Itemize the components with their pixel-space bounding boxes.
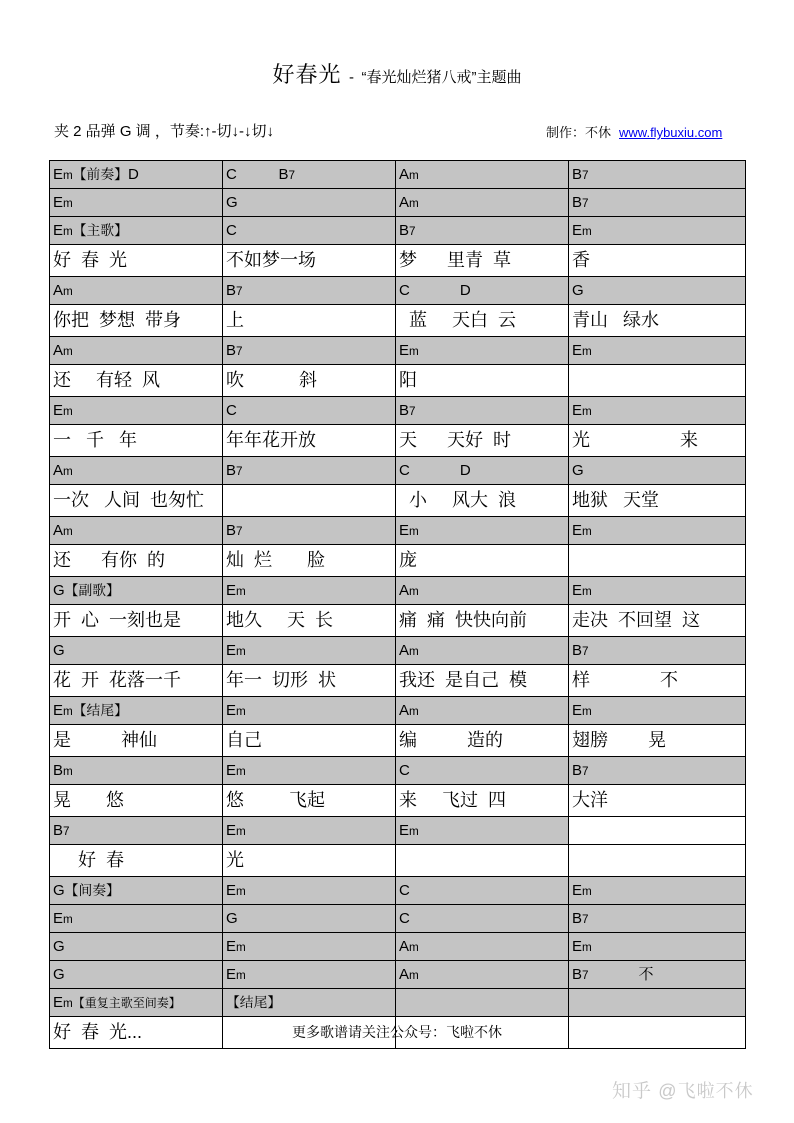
chord-cell: B7: [569, 189, 746, 217]
chord-cell: Em: [223, 817, 396, 845]
chord-cell: Am: [396, 933, 569, 961]
chord-cell: 【结尾】: [223, 989, 396, 1017]
lyric-row: [50, 545, 746, 577]
chord-cell: B7: [50, 817, 223, 845]
lyric-cell: 还 有你 的: [50, 545, 223, 577]
chord-cell: G: [50, 961, 223, 989]
lyric-cell: 好 春 光: [50, 245, 223, 277]
chord-row: [50, 637, 746, 665]
chord-row: [50, 989, 746, 1017]
lyric-row: [50, 845, 746, 877]
chord-row: [50, 577, 746, 605]
chord-cell: Em【结尾】: [50, 697, 223, 725]
credit-label: 制作：不休: [546, 125, 612, 140]
lyric-row: [50, 245, 746, 277]
chord-cell: Bm: [50, 757, 223, 785]
chord-cell: Em: [569, 337, 746, 365]
lyric-cell: [569, 365, 746, 397]
chord-cell: Em【主歌】: [50, 217, 223, 245]
credit: [546, 122, 722, 141]
chord-cell: G: [50, 637, 223, 665]
chord-cell: Em: [50, 397, 223, 425]
chord-cell: C: [223, 397, 396, 425]
lyric-cell: 来 飞过 四: [396, 785, 569, 817]
chord-cell: Am: [50, 517, 223, 545]
chord-cell: Em: [569, 933, 746, 961]
lyric-cell: 阳: [396, 365, 569, 397]
chord-cell: [569, 817, 746, 845]
lyric-cell: 地久 天 长: [223, 605, 396, 637]
meta-row: [0, 120, 794, 144]
chord-cell: B7: [223, 457, 396, 485]
chord-row: [50, 877, 746, 905]
chord-cell: Am: [396, 961, 569, 989]
chord-cell: Em: [569, 217, 746, 245]
chord-cell: B7: [223, 277, 396, 305]
chord-row: [50, 517, 746, 545]
chord-lyric-table: [49, 160, 746, 1049]
lyric-cell: 是 神仙: [50, 725, 223, 757]
chord-cell: Em: [223, 637, 396, 665]
chord-lyric-body: [50, 161, 746, 1049]
chord-cell: Em: [223, 757, 396, 785]
chord-cell: Em: [50, 189, 223, 217]
lyric-cell: 庞: [396, 545, 569, 577]
chord-row: [50, 757, 746, 785]
lyric-row: [50, 605, 746, 637]
chord-cell: B7: [396, 397, 569, 425]
chord-cell: Em: [569, 877, 746, 905]
chord-cell: C D: [396, 457, 569, 485]
lyric-cell: 蓝 天白 云: [396, 305, 569, 337]
lyric-cell: 自己: [223, 725, 396, 757]
chord-cell: Em【前奏】D: [50, 161, 223, 189]
lyric-cell: [396, 845, 569, 877]
lyric-cell: [569, 545, 746, 577]
lyric-cell: 开 心 一刻也是: [50, 605, 223, 637]
lyric-cell: 你把 梦想 带身: [50, 305, 223, 337]
lyric-cell: 样 不: [569, 665, 746, 697]
chord-cell: G: [223, 189, 396, 217]
lyric-cell: 香: [569, 245, 746, 277]
chord-cell: Em: [396, 337, 569, 365]
lyric-cell: 年年花开放: [223, 425, 396, 457]
chord-row: [50, 397, 746, 425]
chord-row: [50, 189, 746, 217]
chord-cell: Em: [50, 905, 223, 933]
chord-cell: Em【重复主歌至间奏】: [50, 989, 223, 1017]
chord-cell: G: [50, 933, 223, 961]
lyric-cell: 还 有轻 风: [50, 365, 223, 397]
chord-row: [50, 697, 746, 725]
chord-cell: C: [396, 757, 569, 785]
chord-cell: Am: [50, 457, 223, 485]
footer-note: 更多歌谱请关注公众号：飞啦不休: [292, 1024, 502, 1040]
lyric-cell: 地狱 天堂: [569, 485, 746, 517]
lyric-row: [50, 485, 746, 517]
lyric-cell: 上: [223, 305, 396, 337]
lyric-cell: 悠 飞起: [223, 785, 396, 817]
chord-row: [50, 961, 746, 989]
chord-cell: C: [396, 877, 569, 905]
chord-cell: B7: [569, 161, 746, 189]
lyric-cell: 不如梦一场: [223, 245, 396, 277]
lyric-row: [50, 425, 746, 457]
chord-cell: Em: [569, 697, 746, 725]
lyric-row: [50, 665, 746, 697]
capo-and-strumming-info: 夹 2 品弹 G 调 ，节奏:↑-切↓-↓切↓: [54, 123, 275, 140]
chord-cell: [396, 989, 569, 1017]
lyric-cell: 小 风大 浪: [396, 485, 569, 517]
lyric-cell: 花 开 花落一千: [50, 665, 223, 697]
chord-cell: C D: [396, 277, 569, 305]
watermark: [612, 1076, 754, 1103]
chord-cell: [569, 989, 746, 1017]
chord-cell: Em: [569, 517, 746, 545]
chord-cell: C B7: [223, 161, 396, 189]
chord-cell: B7: [569, 905, 746, 933]
chord-cell: C: [396, 905, 569, 933]
lyric-row: [50, 365, 746, 397]
chord-cell: Em: [223, 697, 396, 725]
chord-row: [50, 457, 746, 485]
lyric-cell: 青山 绿水: [569, 305, 746, 337]
lyric-cell: 梦 里青 草: [396, 245, 569, 277]
song-title: 好春光: [272, 62, 342, 87]
chord-cell: B7: [223, 337, 396, 365]
chord-cell: Am: [396, 697, 569, 725]
lyric-cell: [223, 485, 396, 517]
lyric-cell: 好 春: [50, 845, 223, 877]
chord-cell: G: [223, 905, 396, 933]
page-title: [0, 58, 794, 89]
lyric-cell: 走决 不回望 这: [569, 605, 746, 637]
lyric-cell: 天 天好 时: [396, 425, 569, 457]
lyric-cell: 痛 痛 快快向前: [396, 605, 569, 637]
lyric-cell: 一次 人间 也匆忙: [50, 485, 223, 517]
chord-row: [50, 905, 746, 933]
lyric-cell: 吹 斜: [223, 365, 396, 397]
chord-row: [50, 277, 746, 305]
chord-cell: Am: [396, 161, 569, 189]
lyric-row: [50, 785, 746, 817]
chord-cell: G: [569, 457, 746, 485]
chord-cell: B7: [569, 637, 746, 665]
chord-cell: G: [569, 277, 746, 305]
chord-cell: Em: [396, 817, 569, 845]
title-separator: -: [349, 69, 354, 86]
chord-row: [50, 161, 746, 189]
chord-cell: Am: [396, 577, 569, 605]
chord-cell: B7 不: [569, 961, 746, 989]
chord-cell: B7: [396, 217, 569, 245]
chord-cell: Em: [569, 577, 746, 605]
lyric-cell: 晃 悠: [50, 785, 223, 817]
chord-cell: Am: [50, 277, 223, 305]
chord-cell: Em: [569, 397, 746, 425]
lyric-cell: 年一 切形 状: [223, 665, 396, 697]
lyric-row: [50, 305, 746, 337]
lyric-cell: 一 千 年: [50, 425, 223, 457]
chord-row: [50, 217, 746, 245]
chord-cell: B7: [569, 757, 746, 785]
chord-cell: G【间奏】: [50, 877, 223, 905]
chord-cell: Am: [396, 637, 569, 665]
lyric-cell: 大洋: [569, 785, 746, 817]
chord-cell: Em: [223, 877, 396, 905]
lyric-row: [50, 725, 746, 757]
watermark-brand: 知乎: [612, 1081, 653, 1102]
chord-cell: C: [223, 217, 396, 245]
chord-cell: Em: [223, 577, 396, 605]
lyric-cell: 我还 是自己 模: [396, 665, 569, 697]
lyric-cell: 好 春 光...: [50, 1017, 223, 1049]
chord-row: [50, 817, 746, 845]
chord-cell: B7: [223, 517, 396, 545]
chord-row: [50, 933, 746, 961]
website-link[interactable]: www.flybuxiu.com: [619, 125, 723, 140]
chord-row: [50, 337, 746, 365]
lyric-cell: 编 造的: [396, 725, 569, 757]
lyric-cell: 灿 烂 脸: [223, 545, 396, 577]
chord-cell: Am: [50, 337, 223, 365]
chord-cell: Em: [223, 961, 396, 989]
watermark-handle: @飞啦不休: [658, 1081, 754, 1101]
chord-cell: Am: [396, 189, 569, 217]
song-subtitle: “春光灿烂猪八戒”主题曲: [361, 69, 522, 86]
lyric-cell: [569, 845, 746, 877]
lyric-cell: 光 来: [569, 425, 746, 457]
chord-cell: Em: [223, 933, 396, 961]
chord-cell: Em: [396, 517, 569, 545]
chord-cell: G【副歌】: [50, 577, 223, 605]
lyric-cell: 翅膀 晃: [569, 725, 746, 757]
lyric-cell: 光: [223, 845, 396, 877]
